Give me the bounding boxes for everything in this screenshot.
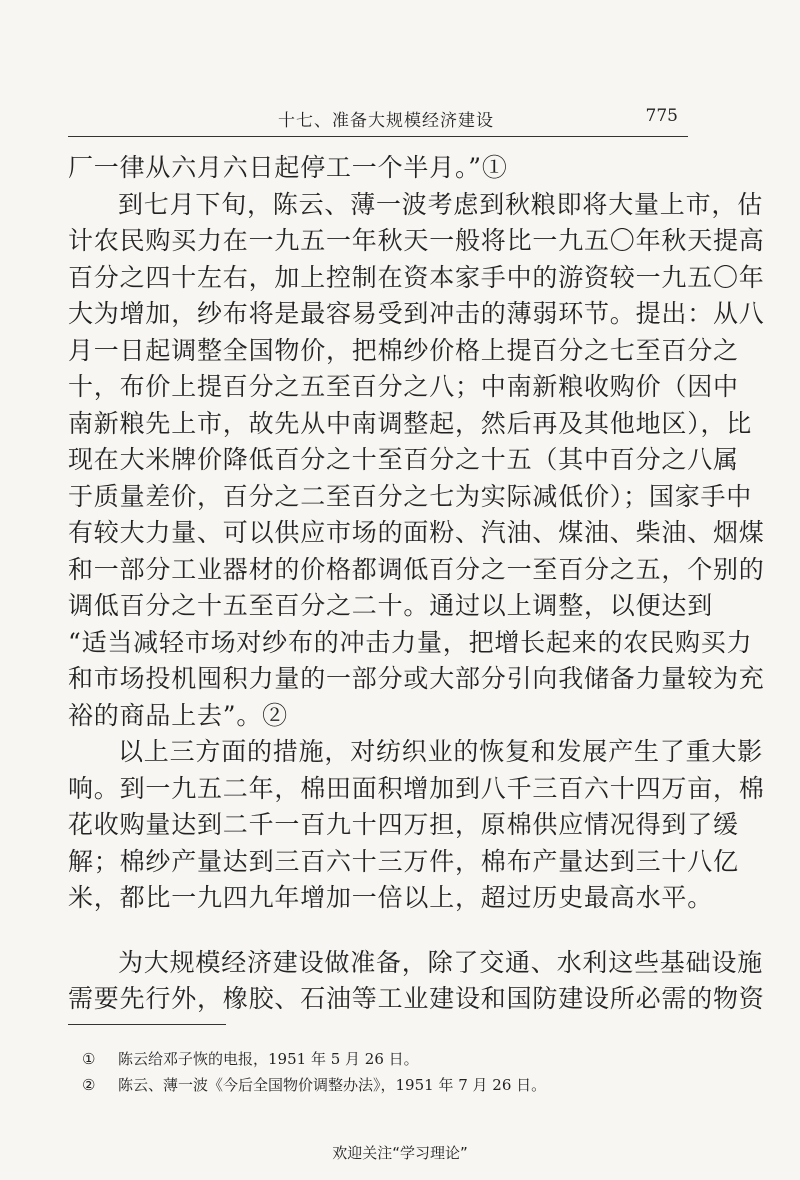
text-line: 大为增加，纱布将是最容易受到冲击的薄弱环节。提出：从八 bbox=[68, 299, 765, 328]
text-line: 调低百分之十五至百分之二十。通过以上调整，以便达到 bbox=[68, 591, 714, 620]
footnote-divider bbox=[68, 1024, 226, 1025]
text-line: 裕的商品上去”。② bbox=[68, 700, 288, 730]
running-header bbox=[68, 96, 688, 137]
chapter-title: 十七、准备大规模经济建设 bbox=[278, 111, 494, 131]
text-line: 于质量差价，百分之二至百分之七为实际减低价）；国家手中 bbox=[68, 481, 753, 511]
text-line: 解；棉纱产量达到三百六十三万件，棉布产量达到三十八亿 bbox=[68, 846, 739, 876]
text-line: 响。到一九五二年，棉田面积增加到八千三百六十四万亩，棉 bbox=[68, 773, 765, 803]
footnote-marker: ① bbox=[82, 1050, 96, 1068]
footnote-marker: ② bbox=[82, 1076, 96, 1094]
paragraph-start-line: 到七月下旬，陈云、薄一波考虑到秋粮即将大量上市，估 bbox=[118, 189, 764, 219]
body-text bbox=[68, 150, 765, 1018]
text-line: 十，布价上提百分之五至百分之八；中南新粮收购价（因中 bbox=[68, 372, 739, 401]
text-line: 米，都比一九四九年增加一倍以上，超过历史最高水平。 bbox=[68, 883, 714, 912]
text-line: 百分之四十左右，加上控制在资本家手中的游资较一九五〇年 bbox=[68, 262, 765, 292]
text-line: “适当减轻市场对纱布的冲击力量，把增长起来的农民购买力 bbox=[68, 627, 753, 657]
page-number: 775 bbox=[645, 106, 678, 126]
text-line: 计农民购买力在一九五一年秋天一般将比一九五〇年秋天提高 bbox=[68, 226, 765, 255]
text-line: 厂一律从六月六日起停工一个半月。”① bbox=[68, 153, 508, 182]
text-line: 现在大米牌价降低百分之十至百分之十五（其中百分之八属 bbox=[68, 445, 739, 474]
paragraph-start-line: 为大规模经济建设做准备，除了交通、水利这些基础设施 bbox=[118, 947, 764, 977]
footnote-text: 陈云、薄一波《今后全国物价调整办法》，1951 年 7 月 26 日。 bbox=[118, 1076, 547, 1094]
paragraph-start-line: 以上三方面的措施，对纺织业的恢复和发展产生了重大影 bbox=[118, 737, 764, 766]
text-line: 月一日起调整全国物价，把棉纱价格上提百分之七至百分之 bbox=[68, 335, 739, 365]
text-line: 和一部分工业器材的价格都调低百分之一至百分之五，个别的 bbox=[68, 554, 765, 584]
footnote-text: 陈云给邓子恢的电报，1951 年 5 月 26 日。 bbox=[118, 1050, 419, 1068]
text-line: 有较大力量、可以供应市场的面粉、汽油、煤油、柴油、烟煤 bbox=[68, 518, 765, 547]
bottom-caption: 欢迎关注“学习理论” bbox=[332, 1144, 468, 1162]
footnote bbox=[82, 1046, 682, 1072]
text-line: 花收购量达到二千一百九十四万担，原棉供应情况得到了缓 bbox=[68, 810, 739, 839]
text-line: 和市场投机囤积力量的一部分或大部分引向我储备力量较为充 bbox=[68, 664, 765, 693]
text-line: 南新粮先上市，故先从中南调整起，然后再及其他地区），比 bbox=[68, 408, 753, 438]
footnote bbox=[82, 1072, 682, 1098]
text-line: 需要先行外，橡胶、石油等工业建设和国防建设所必需的物资 bbox=[68, 984, 765, 1013]
footnotes bbox=[82, 1046, 682, 1098]
